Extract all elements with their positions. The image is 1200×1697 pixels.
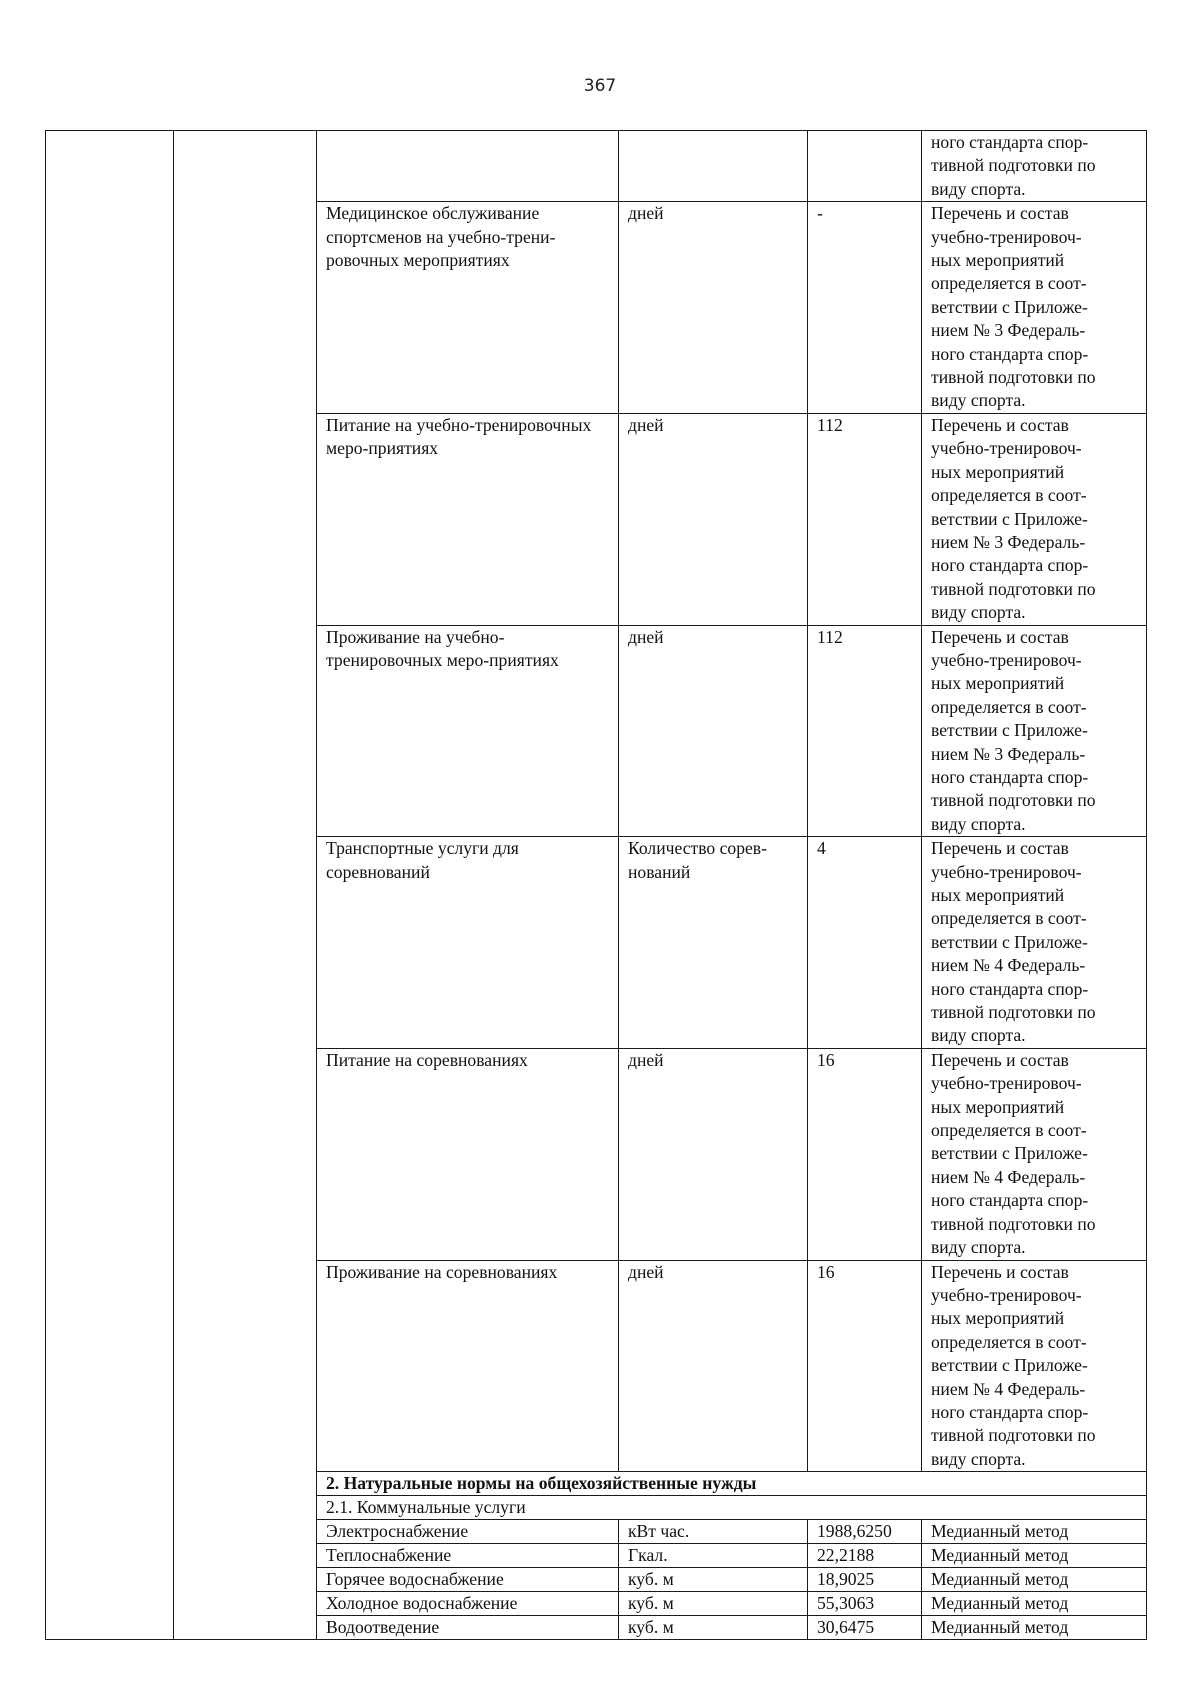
note-line: ного стандарта спор-	[931, 978, 1089, 999]
note-line: тивной подготовки по	[931, 1425, 1096, 1446]
item-name-cell	[317, 131, 619, 202]
note-line: виду спорта.	[931, 1025, 1026, 1046]
note-line: нием № 3 Федераль-	[931, 743, 1086, 764]
item-value-cell: -	[808, 202, 922, 414]
note-line: ветствии с Приложе-	[931, 1355, 1088, 1376]
note-line: Перечень и состав	[931, 414, 1069, 435]
item-unit-cell: дней	[619, 625, 808, 837]
note-line: виду спорта.	[931, 178, 1026, 199]
note-line: ветствии с Приложе-	[931, 508, 1088, 529]
utility-method-cell: Медианный метод	[922, 1568, 1147, 1592]
note-line: ветствии с Приложе-	[931, 931, 1088, 952]
item-note-cell	[922, 1260, 1147, 1472]
note-line: ных мероприятий	[931, 250, 1065, 271]
item-name-cell: Медицинское обслуживание спортсменов на учебно-трени-ровочных мероприятиях	[317, 202, 619, 414]
norms-table-body	[46, 131, 1147, 1640]
note-line: ного стандарта спор-	[931, 132, 1089, 152]
item-note-cell	[922, 625, 1147, 837]
utility-unit-cell: куб. м	[619, 1616, 808, 1640]
note-line: нием № 4 Федераль-	[931, 955, 1086, 976]
note-line: ных мероприятий	[931, 885, 1065, 905]
note-line: тивной подготовки по	[931, 790, 1096, 811]
note-line: учебно-тренировоч-	[931, 1073, 1082, 1094]
note-line: виду спорта.	[931, 602, 1026, 623]
note-line: определяется в соот-	[931, 908, 1087, 929]
item-value-cell: 16	[808, 1260, 922, 1472]
item-unit-cell: дней	[619, 413, 808, 625]
item-value-cell: 16	[808, 1048, 922, 1260]
item-unit-cell: дней	[619, 1260, 808, 1472]
item-value-cell: 4	[808, 837, 922, 1049]
note-line: Перечень и состав	[931, 1049, 1069, 1070]
utility-value-cell: 30,6475	[808, 1616, 922, 1640]
note-line: ного стандарта спор-	[931, 1401, 1089, 1422]
note-line: виду спорта.	[931, 1448, 1026, 1469]
utility-value-cell: 22,2188	[808, 1544, 922, 1568]
utility-name-cell: Электроснабжение	[317, 1520, 619, 1544]
note-line: определяется в соот-	[931, 273, 1087, 294]
utility-method-cell: Медианный метод	[922, 1592, 1147, 1616]
norms-table	[45, 130, 1147, 1640]
utility-unit-cell: кВт час.	[619, 1520, 808, 1544]
note-line: учебно-тренировоч-	[931, 649, 1082, 670]
item-name-cell: Транспортные услуги для соревнований	[317, 837, 619, 1049]
note-line: тивной подготовки по	[931, 367, 1096, 388]
note-line: нием № 3 Федераль-	[931, 320, 1086, 341]
note-line: учебно-тренировоч-	[931, 226, 1082, 247]
utility-method-cell: Медианный метод	[922, 1544, 1147, 1568]
note-line: Перечень и состав	[931, 626, 1069, 647]
page-number: 367	[583, 76, 617, 96]
section-title: 2. Натуральные нормы на общехозяйственные нужды	[317, 1472, 1147, 1496]
note-line: нием № 4 Федераль-	[931, 1166, 1086, 1187]
note-line: тивной подготовки по	[931, 578, 1096, 599]
item-note-cell	[922, 837, 1147, 1049]
item-unit-cell: Количество сорев-нований	[619, 837, 808, 1049]
note-line: ветствии с Приложе-	[931, 296, 1088, 317]
item-name-cell: Питание на учебно-тренировочных меро-приятиях	[317, 413, 619, 625]
note-line: определяется в соот-	[931, 485, 1087, 506]
note-line: виду спорта.	[931, 390, 1026, 411]
item-unit-cell	[619, 131, 808, 202]
item-unit-cell: дней	[619, 202, 808, 414]
utility-method-cell: Медианный метод	[922, 1616, 1147, 1640]
left-empty-column-1	[46, 131, 174, 1640]
subsection-title: 2.1. Коммунальные услуги	[317, 1496, 1147, 1520]
note-line: Перечень и состав	[931, 1261, 1069, 1282]
note-line: нием № 4 Федераль-	[931, 1378, 1086, 1399]
item-note-cell	[922, 413, 1147, 625]
utility-unit-cell: Гкал.	[619, 1544, 808, 1568]
utility-unit-cell: куб. м	[619, 1592, 808, 1616]
note-line: ветствии с Приложе-	[931, 1143, 1088, 1164]
note-line: тивной подготовки по	[931, 155, 1096, 176]
utility-name-cell: Водоотведение	[317, 1616, 619, 1640]
item-name-cell: Проживание на учебно-тренировочных меро-приятиях	[317, 625, 619, 837]
note-line: ного стандарта спор-	[931, 1190, 1089, 1211]
item-note-cell	[922, 202, 1147, 414]
utility-name-cell: Теплоснабжение	[317, 1544, 619, 1568]
utility-name-cell: Холодное водоснабжение	[317, 1592, 619, 1616]
utility-value-cell: 55,3063	[808, 1592, 922, 1616]
note-line: ных мероприятий	[931, 461, 1065, 482]
item-value-cell	[808, 131, 922, 202]
item-unit-cell: дней	[619, 1048, 808, 1260]
note-line: определяется в соот-	[931, 696, 1087, 717]
note-line: нием № 3 Федераль-	[931, 531, 1086, 552]
note-line: виду спорта.	[931, 1237, 1026, 1258]
note-line: ных мероприятий	[931, 1308, 1065, 1329]
utility-value-cell: 18,9025	[808, 1568, 922, 1592]
table-row	[46, 131, 1147, 202]
note-line: ных мероприятий	[931, 673, 1065, 694]
note-line: определяется в соот-	[931, 1120, 1087, 1141]
utility-method-cell: Медианный метод	[922, 1520, 1147, 1544]
note-line: ного стандарта спор-	[931, 343, 1089, 364]
note-line: Перечень и состав	[931, 203, 1069, 224]
note-line: Перечень и состав	[931, 838, 1069, 859]
note-line: ного стандарта спор-	[931, 555, 1089, 576]
note-line: тивной подготовки по	[931, 1002, 1096, 1023]
item-value-cell: 112	[808, 413, 922, 625]
utility-unit-cell: куб. м	[619, 1568, 808, 1592]
utility-name-cell: Горячее водоснабжение	[317, 1568, 619, 1592]
item-note-cell	[922, 131, 1147, 202]
item-name-cell: Питание на соревнованиях	[317, 1048, 619, 1260]
utility-value-cell: 1988,6250	[808, 1520, 922, 1544]
left-empty-column-2	[174, 131, 317, 1640]
item-value-cell: 112	[808, 625, 922, 837]
note-line: учебно-тренировоч-	[931, 861, 1082, 882]
note-line: ветствии с Приложе-	[931, 720, 1088, 741]
item-name-cell: Проживание на соревнованиях	[317, 1260, 619, 1472]
note-line: определяется в соот-	[931, 1331, 1087, 1352]
note-line: ных мероприятий	[931, 1096, 1065, 1117]
note-line: учебно-тренировоч-	[931, 1284, 1082, 1305]
note-line: виду спорта.	[931, 813, 1026, 834]
note-line: тивной подготовки по	[931, 1213, 1096, 1234]
item-note-cell	[922, 1048, 1147, 1260]
note-line: ного стандарта спор-	[931, 766, 1089, 787]
note-line: учебно-тренировоч-	[931, 438, 1082, 459]
